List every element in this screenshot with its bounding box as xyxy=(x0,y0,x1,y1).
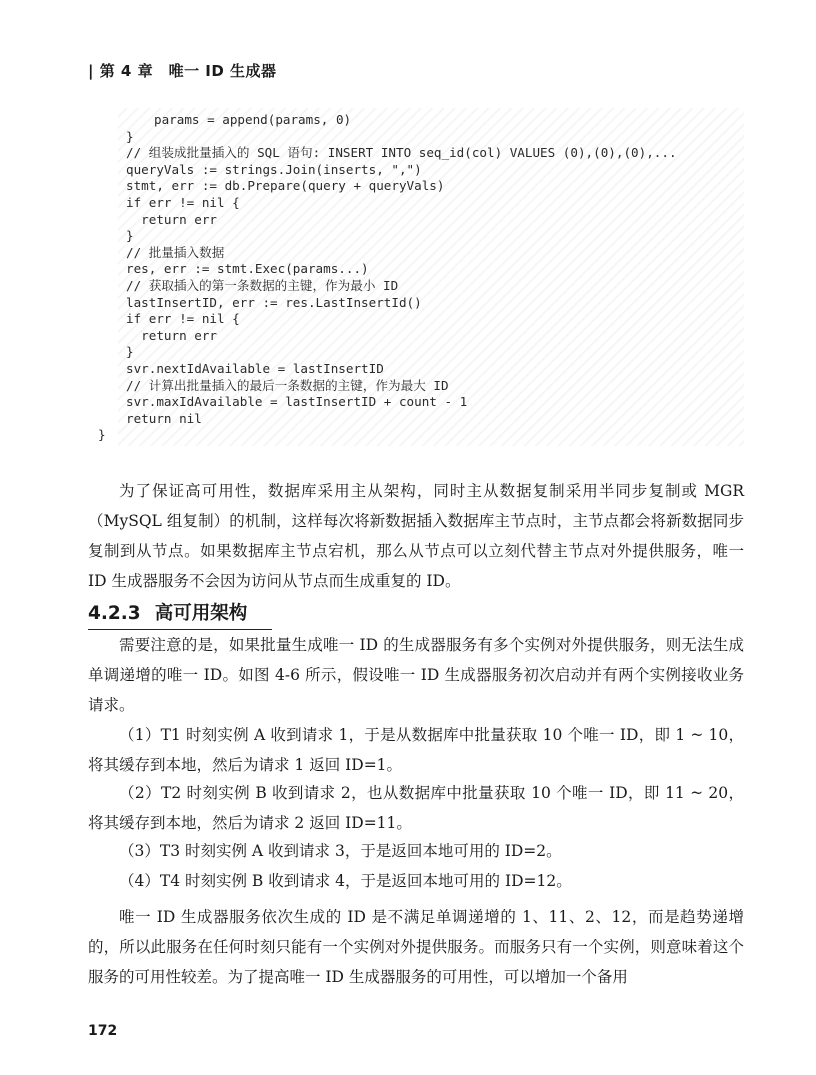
list-item-t2: （2）T2 时刻实例 B 收到请求 2，也从数据库中批量获取 10 个唯一 ID，即 11 ~ 20，将其缓存到本地，然后为请求 2 返回 ID=11。 xyxy=(88,784,744,832)
code-line: svr.maxIdAvailable = lastInsertID + count - 1 xyxy=(126,394,468,410)
section-title: 高可用架构 xyxy=(154,603,248,624)
code-line: // 计算出批量插入的最后一条数据的主键，作为最大 ID xyxy=(126,377,449,393)
code-line: } xyxy=(126,128,134,144)
code-line: return err xyxy=(126,211,217,227)
code-line: } xyxy=(126,228,134,244)
list-item-t3: （3）T3 时刻实例 A 收到请求 3，于是返回本地可用的 ID=2。 xyxy=(119,842,562,860)
paragraph-multi-instance: 需要注意的是，如果批量生成唯一 ID 的生成器服务有多个实例对外提供服务，则无法生成单调递增的唯一 ID。如图 4-6 所示，假设唯一 ID 生成器服务初次启动并有两个实例接收业务请求。 xyxy=(88,636,744,714)
code-line: res, err := stmt.Exec(params...) xyxy=(126,261,369,277)
list-item-t1: （1）T1 时刻实例 A 收到请求 1，于是从数据库中批量获取 10 个唯一 ID，即 1 ~ 10，将其缓存到本地，然后为请求 1 返回 ID=1。 xyxy=(88,726,744,774)
code-block xyxy=(98,108,744,446)
paragraph-ha-database: 为了保证高可用性，数据库采用主从架构，同时主从数据复制采用半同步复制或 MGR（MySQL 组复制）的机制，这样每次将新数据插入数据库主节点时，主节点都会将新数据同步复制到从节点。如果数据库主节点宕机，那么从节点可以立刻代替主节点对外提供服务，唯一 ID 生成器服务不会因为访问从节点而生成重复的 ID。 xyxy=(88,482,744,590)
page-number: 172 xyxy=(88,1023,118,1039)
list-item-t4: （4）T4 时刻实例 B 收到请求 4，于是返回本地可用的 ID=12。 xyxy=(119,872,572,890)
section-number: 4.2.3 xyxy=(88,603,141,624)
code-line: queryVals := strings.Join(inserts, ",") xyxy=(126,161,422,177)
code-line: stmt, err := db.Prepare(query + queryVals) xyxy=(126,178,445,194)
code-closing-brace: } xyxy=(98,427,106,443)
code-line: if err != nil { xyxy=(126,194,240,210)
code-line: lastInsertID, err := res.LastInsertId() xyxy=(126,294,422,310)
running-head: | 第 4 章 唯一 ID 生成器 xyxy=(88,62,277,80)
code-line: // 获取插入的第一条数据的主键，作为最小 ID xyxy=(126,277,399,293)
code-line: params = append(params, 0) xyxy=(154,112,352,127)
code-line: return err xyxy=(126,327,217,343)
code-line: } xyxy=(126,344,134,360)
code-line: if err != nil { xyxy=(126,311,240,327)
paragraph-availability: 唯一 ID 生成器服务依次生成的 ID 是不满足单调递增的 1、11、2、12，而是趋势递增的，所以此服务在任何时刻只能有一个实例对外提供服务。而服务只有一个实例，则意味着这个服务的可用性较差。为了提高唯一 ID 生成器服务的可用性，可以增加一个备用 xyxy=(88,908,744,986)
code-line: svr.nextIdAvailable = lastInsertID xyxy=(126,360,384,376)
code-line: // 组装成批量插入的 SQL 语句: INSERT INTO seq_id(col) VALUES (0),(0),(0),... xyxy=(126,145,677,161)
section-heading xyxy=(88,599,272,630)
code-line: // 批量插入数据 xyxy=(126,244,225,260)
code-line: return nil xyxy=(126,410,202,426)
